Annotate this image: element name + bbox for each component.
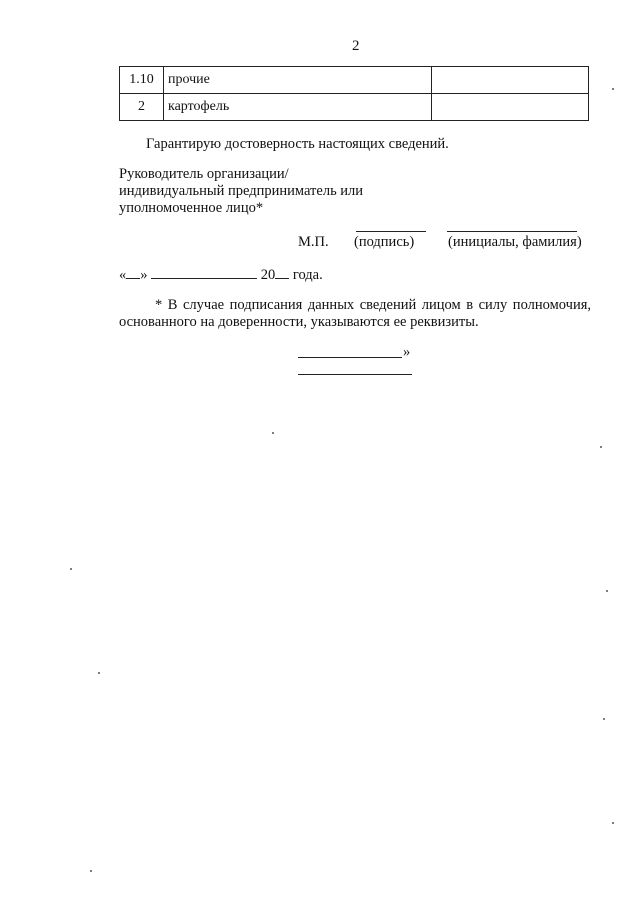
page-number: 2 — [352, 38, 360, 54]
signature-caption: (подпись) — [354, 234, 415, 250]
table-row — [120, 67, 589, 94]
signatory-title-line: уполномоченное лицо* — [119, 200, 264, 216]
scan-speck — [603, 718, 605, 720]
table-row — [120, 94, 589, 121]
signatory-title — [119, 166, 363, 217]
footnote-line: основанного на доверенности, указываются ее реквизиты. — [119, 314, 479, 330]
closing-blank-line — [298, 357, 402, 358]
date-line — [119, 265, 323, 284]
scan-speck — [606, 590, 608, 592]
scan-speck — [70, 568, 72, 570]
year-suffix: года. — [292, 267, 323, 283]
scan-speck — [612, 822, 614, 824]
day-blank — [126, 265, 140, 279]
row-name: картофель — [164, 94, 432, 121]
row-number: 2 — [120, 94, 164, 121]
year-prefix: 20 — [260, 267, 276, 283]
closing-underline — [298, 374, 412, 375]
initials-line — [447, 231, 577, 232]
scan-speck — [272, 432, 274, 434]
signature-line — [356, 231, 426, 232]
date-open-quote: « — [119, 267, 127, 283]
row-value — [432, 67, 589, 94]
scan-speck — [90, 870, 92, 872]
row-number: 1.10 — [120, 67, 164, 94]
date-close-quote: » — [140, 267, 148, 283]
initials-caption: (инициалы, фамилия) — [448, 234, 582, 250]
signatory-title-line: индивидуальный предприниматель или — [119, 183, 364, 199]
row-name: прочие — [164, 67, 432, 94]
scan-speck — [612, 88, 614, 90]
scan-speck — [98, 672, 100, 674]
scan-speck — [600, 446, 602, 448]
closing-quote: » — [403, 344, 411, 360]
month-blank — [151, 265, 257, 279]
footnote — [119, 297, 591, 331]
signatory-title-line: Руководитель организации/ — [119, 166, 289, 182]
year-blank — [275, 265, 289, 279]
footnote-line: * В случае подписания данных сведений лицом в силу полномочия, — [155, 297, 591, 313]
row-value — [432, 94, 589, 121]
guarantee-statement: Гарантирую достоверность настоящих сведений. — [146, 136, 449, 152]
data-table — [119, 66, 589, 121]
stamp-label: М.П. — [298, 234, 329, 250]
